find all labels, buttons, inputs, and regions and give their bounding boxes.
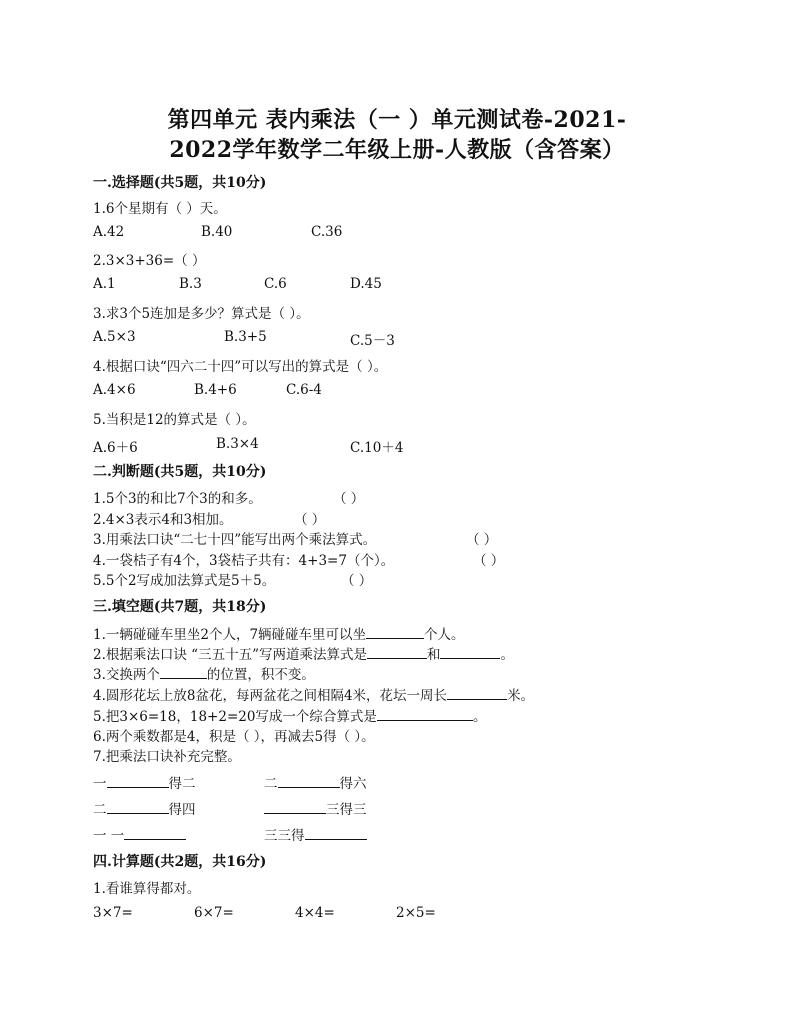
answer-blank[interactable] xyxy=(107,775,169,788)
answer-parens: （ ） xyxy=(466,532,498,548)
rhyme-text: 三得三 xyxy=(326,802,367,818)
answer-blank[interactable] xyxy=(160,666,207,679)
worksheet-title-line2: 2022学年数学二年级上册-人教版（含答案） xyxy=(169,137,625,163)
answer-blank[interactable] xyxy=(264,801,326,814)
option-c: C.10＋4 xyxy=(350,440,404,456)
question-text: 的位置，积不变。 xyxy=(206,667,315,683)
question-text: 4.圆形花坛上放8盆花，每两盆花之间相隔4米，花坛一周长 xyxy=(93,688,448,704)
calc-item: 4×4= xyxy=(295,905,335,921)
fill-question xyxy=(93,623,465,643)
multiplication-rhyme-blank xyxy=(264,772,367,792)
question-text: 3.交换两个 xyxy=(93,667,160,683)
answer-blank[interactable] xyxy=(367,646,427,659)
question-stem: 2.3×3+36=（ ） xyxy=(93,253,206,269)
option-b: B.3×4 xyxy=(216,436,259,452)
option-c: C.6-4 xyxy=(286,382,322,398)
fill-question xyxy=(93,643,514,663)
multiplication-rhyme-blank xyxy=(93,824,186,844)
option-a: A.1 xyxy=(93,276,116,292)
question-stem: 2.4×3表示4和3相加。 xyxy=(93,512,233,528)
question-text: 。 xyxy=(472,709,487,725)
answer-blank[interactable] xyxy=(107,801,169,814)
rhyme-text: 三三得 xyxy=(264,828,305,844)
rhyme-text: 二 xyxy=(93,802,107,818)
answer-blank[interactable] xyxy=(305,827,367,840)
section-heading-fill: 三.填空题(共7题，共18分) xyxy=(93,599,267,615)
calc-item: 2×5= xyxy=(396,905,436,921)
option-b: B.3+5 xyxy=(224,329,267,345)
answer-blank[interactable] xyxy=(377,708,473,721)
option-c: C.6 xyxy=(264,276,287,292)
question-text: 5.把3×6=18，18+2=20写成一个综合算式是 xyxy=(93,709,377,725)
question-stem: 7.把乘法口诀补充完整。 xyxy=(93,749,241,765)
question-text: 和 xyxy=(426,647,441,663)
rhyme-text: 一 xyxy=(93,776,107,792)
option-a: A.42 xyxy=(93,224,125,240)
answer-blank[interactable] xyxy=(440,646,500,659)
rhyme-text: 得二 xyxy=(168,776,196,792)
section-heading-judge: 二.判断题(共5题，共10分) xyxy=(93,464,267,480)
question-stem: 1.6个星期有（ ）天。 xyxy=(93,201,227,217)
answer-parens: （ ） xyxy=(294,512,326,528)
section-heading-calc: 四.计算题(共2题，共16分) xyxy=(93,854,267,870)
question-stem: 6.两个乘数都是4，积是（ ），再减去5得（ ）。 xyxy=(93,729,375,745)
option-b: B.4+6 xyxy=(194,382,237,398)
question-stem: 5.当积是12的算式是（ ）。 xyxy=(93,412,256,428)
option-c: C.5－3 xyxy=(350,333,395,349)
answer-parens: （ ） xyxy=(473,553,505,569)
answer-blank[interactable] xyxy=(447,687,507,700)
worksheet-title-line1: 第四单元 表内乘法（一 ）单元测试卷-2021- xyxy=(167,107,627,133)
question-text: 个人。 xyxy=(424,627,465,643)
answer-blank[interactable] xyxy=(278,775,340,788)
question-stem: 4.一袋桔子有4个，3袋桔子共有：4+3=7（个）。 xyxy=(93,553,395,569)
option-a: A.4×6 xyxy=(93,382,136,398)
answer-parens: （ ） xyxy=(341,573,373,589)
question-text: 米。 xyxy=(507,688,535,704)
rhyme-text: 一 一 xyxy=(93,828,125,844)
question-stem: 4.根据口诀“四六二十四”可以写出的算式是（ ）。 xyxy=(93,359,388,375)
question-stem: 1.看谁算得都对。 xyxy=(93,881,201,897)
answer-parens: （ ） xyxy=(333,491,365,507)
option-b: B.40 xyxy=(201,224,233,240)
option-c: C.36 xyxy=(311,224,343,240)
question-stem: 3.求3个5连加是多少？算式是（ ）。 xyxy=(93,306,310,322)
option-a: A.6＋6 xyxy=(93,440,138,456)
multiplication-rhyme-blank xyxy=(93,798,196,818)
calc-item: 3×7= xyxy=(93,905,133,921)
answer-blank[interactable] xyxy=(124,827,186,840)
option-a: A.5×3 xyxy=(93,329,136,345)
question-stem: 3.用乘法口诀“二七十四”能写出两个乘法算式。 xyxy=(93,532,377,548)
question-text: 2.根据乘法口诀 “三五十五”写两道乘法算式是 xyxy=(93,647,367,663)
multiplication-rhyme-blank xyxy=(264,798,367,818)
question-stem: 5.5个2写成加法算式是5＋5。 xyxy=(93,573,276,589)
fill-question xyxy=(93,705,486,725)
answer-blank[interactable] xyxy=(366,626,424,639)
calc-item: 6×7= xyxy=(194,905,234,921)
rhyme-text: 二 xyxy=(264,776,278,792)
option-b: B.3 xyxy=(179,276,202,292)
question-text: 。 xyxy=(500,647,514,663)
multiplication-rhyme-blank xyxy=(93,772,196,792)
section-heading-choice: 一.选择题(共5题，共10分) xyxy=(93,175,267,191)
rhyme-text: 得四 xyxy=(168,802,196,818)
option-d: D.45 xyxy=(350,276,382,292)
question-text: 1.一辆碰碰车里坐2个人，7辆碰碰车里可以坐 xyxy=(93,627,367,643)
fill-question xyxy=(93,663,315,683)
fill-question xyxy=(93,684,534,704)
multiplication-rhyme-blank xyxy=(264,824,367,844)
rhyme-text: 得六 xyxy=(339,776,367,792)
question-stem: 1.5个3的和比7个3的和多。 xyxy=(93,491,262,507)
